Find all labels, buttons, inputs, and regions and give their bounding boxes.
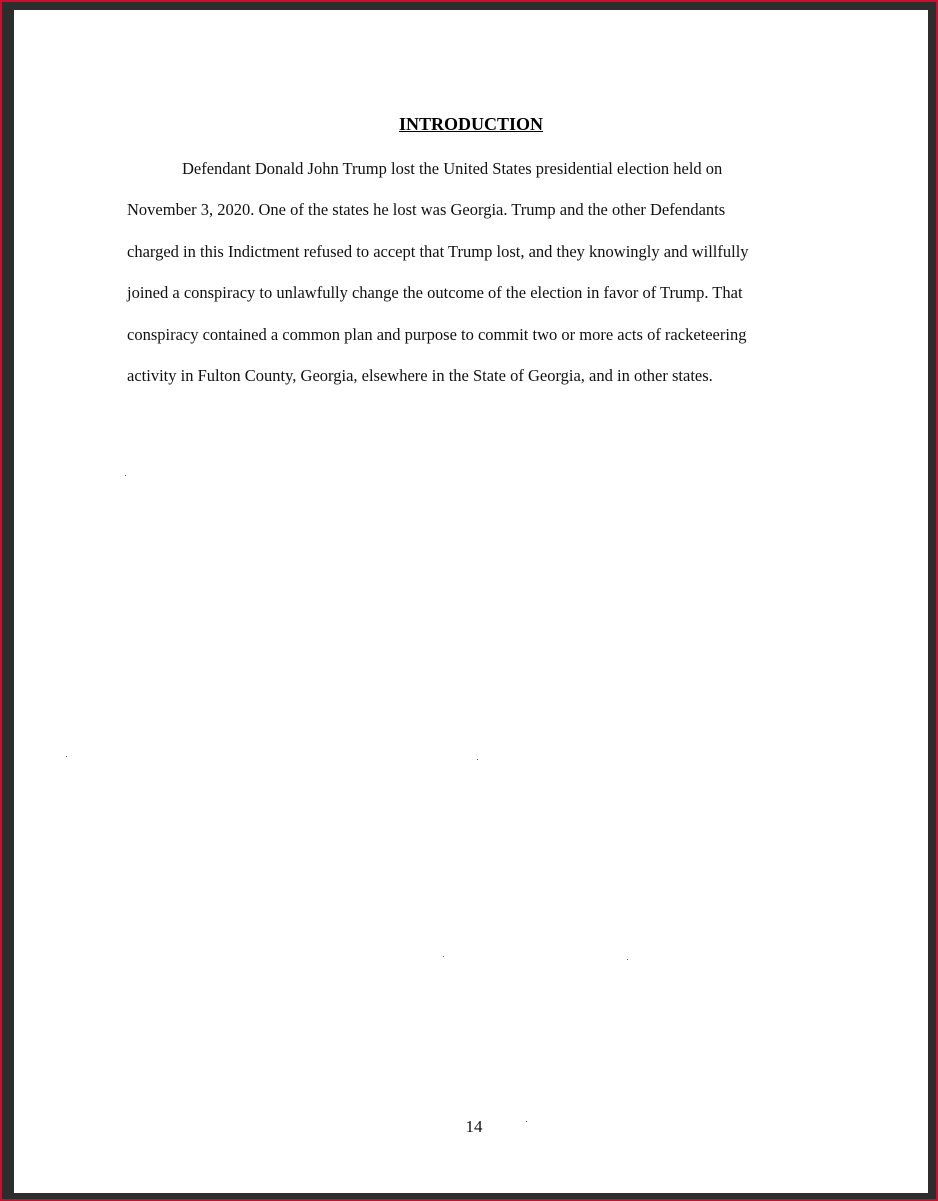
paragraph-line: November 3, 2020. One of the states he lost was Georgia. Trump and the other Defendants [127,200,726,220]
scan-speck [627,959,628,960]
introduction-paragraph [127,148,817,396]
scan-speck [477,759,478,760]
document-page [14,10,928,1193]
section-heading: INTRODUCTION [398,114,544,134]
scan-speck [125,475,126,476]
scan-speck [443,956,444,957]
paragraph-line: charged in this Indictment refused to accept that Trump lost, and they knowingly and willfully [127,241,749,261]
paragraph-line: Defendant Donald John Trump lost the United States presidential election held on [182,159,723,178]
paragraph-line: joined a conspiracy to unlawfully change the outcome of the election in favor of Trump. That [127,283,743,303]
paragraph-line: conspiracy contained a common plan and purpose to commit two or more acts of racketeering [127,324,747,344]
page-number: 14 [465,1117,483,1136]
scan-speck [66,756,67,757]
paragraph-line: activity in Fulton County, Georgia, elsewhere in the State of Georgia, and in other states. [127,366,713,386]
